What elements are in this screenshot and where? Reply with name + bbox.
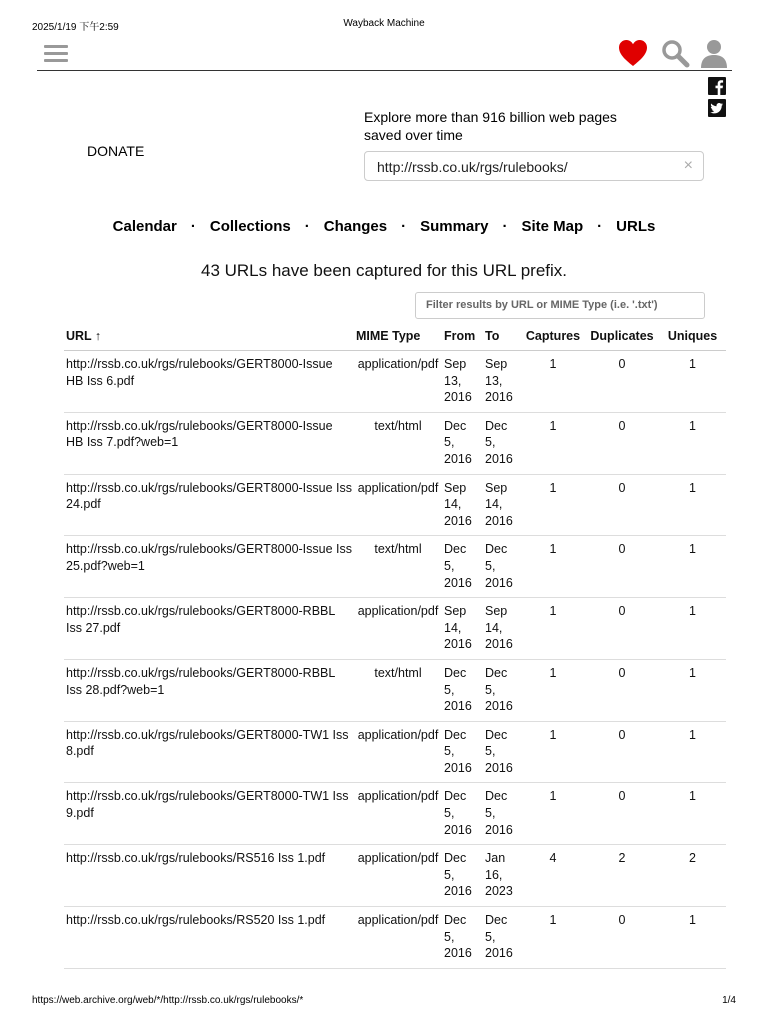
date-part: 2016 xyxy=(444,451,472,466)
cell-from-date xyxy=(442,721,483,783)
filter-placeholder: Filter results by URL or MIME Type (i.e. '.txt') xyxy=(426,299,658,311)
col-header-from[interactable]: From xyxy=(442,322,483,351)
table-row xyxy=(64,659,726,721)
date-part: 2016 xyxy=(485,699,513,714)
cell-uniques: 1 xyxy=(659,659,726,721)
cell-url xyxy=(64,721,354,783)
view-tabs xyxy=(0,218,768,235)
top-nav-bar xyxy=(37,36,732,71)
cell-uniques: 1 xyxy=(659,721,726,783)
date-part: 5, xyxy=(485,435,496,450)
cell-mime-type: application/pdf xyxy=(354,783,442,845)
print-datetime: 2025/1/19 下午2:59 xyxy=(32,22,119,33)
table-row xyxy=(64,598,726,660)
cell-from-date xyxy=(442,598,483,660)
cell-uniques: 1 xyxy=(659,907,726,969)
cell-url xyxy=(64,351,354,413)
cell-captures: 1 xyxy=(521,907,585,969)
cell-url xyxy=(64,536,354,598)
cell-to-date xyxy=(483,845,521,907)
date-part: Dec xyxy=(485,542,508,557)
tab-collections[interactable]: Collections xyxy=(209,218,291,235)
cell-url xyxy=(64,783,354,845)
cell-to-date xyxy=(483,474,521,536)
filter-input[interactable] xyxy=(415,292,705,319)
date-part: 2016 xyxy=(444,822,472,837)
table-row xyxy=(64,907,726,969)
user-icon[interactable] xyxy=(698,38,730,68)
date-part: 2016 xyxy=(444,390,472,405)
table-row xyxy=(64,412,726,474)
tab-site-map[interactable]: Site Map xyxy=(521,218,584,235)
date-part: 5, xyxy=(444,867,455,882)
cell-mime-type: application/pdf xyxy=(354,907,442,969)
print-title: Wayback Machine xyxy=(343,18,425,29)
cell-duplicates: 0 xyxy=(585,721,659,783)
cell-captures: 1 xyxy=(521,536,585,598)
date-part: 5, xyxy=(444,682,455,697)
url-results-table xyxy=(64,322,726,969)
date-part: 2016 xyxy=(485,637,513,652)
nav-separator: · xyxy=(401,218,407,235)
print-url: https://web.archive.org/web/*/http://rssb.co.uk/rgs/rulebooks/* xyxy=(32,995,304,1006)
captured-count-text: 43 URLs have been captured for this URL prefix. xyxy=(200,261,567,280)
cell-mime-type: application/pdf xyxy=(354,598,442,660)
date-part: 16, xyxy=(485,867,503,882)
date-part: Dec xyxy=(444,913,467,928)
cell-uniques: 1 xyxy=(659,412,726,474)
date-part: 2016 xyxy=(485,946,513,961)
cell-url xyxy=(64,907,354,969)
date-part: Sep xyxy=(444,480,467,495)
table-row xyxy=(64,351,726,413)
date-part: Sep xyxy=(444,357,467,371)
twitter-icon[interactable] xyxy=(708,99,726,117)
tab-summary[interactable]: Summary xyxy=(420,218,489,235)
col-header-uniques[interactable]: Uniques xyxy=(659,322,726,351)
table-row xyxy=(64,721,726,783)
heart-icon[interactable] xyxy=(617,38,649,68)
url-link[interactable]: http://rssb.co.uk/rgs/rulebooks/GERT8000-RBBL Iss 28.pdf?web=1 xyxy=(66,665,335,697)
facebook-icon[interactable] xyxy=(708,77,726,95)
cell-mime-type: text/html xyxy=(354,536,442,598)
cell-mime-type: application/pdf xyxy=(354,474,442,536)
table-row xyxy=(64,845,726,907)
date-part: 5, xyxy=(485,744,496,759)
date-part: Dec xyxy=(444,665,467,680)
date-part: Dec xyxy=(444,418,467,433)
date-part: 2016 xyxy=(444,637,472,652)
cell-captures: 1 xyxy=(521,598,585,660)
tab-calendar[interactable]: Calendar xyxy=(112,218,177,235)
cell-to-date xyxy=(483,412,521,474)
date-part: 2016 xyxy=(485,513,513,528)
nav-separator: · xyxy=(597,218,603,235)
cell-uniques: 1 xyxy=(659,783,726,845)
date-part: 2016 xyxy=(485,390,513,405)
cell-duplicates: 2 xyxy=(585,845,659,907)
date-part: 5, xyxy=(444,744,455,759)
cell-url xyxy=(64,845,354,907)
date-part: 14, xyxy=(444,620,462,635)
cell-from-date xyxy=(442,845,483,907)
date-part: 5, xyxy=(444,806,455,821)
date-part: Dec xyxy=(444,727,467,742)
cell-url xyxy=(64,474,354,536)
cell-uniques: 1 xyxy=(659,598,726,660)
cell-duplicates: 0 xyxy=(585,659,659,721)
nav-separator: · xyxy=(304,218,310,235)
cell-captures: 1 xyxy=(521,783,585,845)
cell-captures: 1 xyxy=(521,659,585,721)
col-header-captures[interactable]: Captures xyxy=(521,322,585,351)
cell-from-date xyxy=(442,783,483,845)
donate-link[interactable]: DONATE xyxy=(87,143,145,159)
date-part: 14, xyxy=(485,497,503,512)
date-part: 2016 xyxy=(485,451,513,466)
date-part: 2016 xyxy=(444,884,472,899)
date-part: Jan xyxy=(485,851,506,866)
cell-uniques: 1 xyxy=(659,536,726,598)
tab-urls[interactable]: URLs xyxy=(616,218,656,235)
date-part: 2016 xyxy=(444,513,472,528)
cell-captures: 1 xyxy=(521,721,585,783)
date-part: 5, xyxy=(444,435,455,450)
url-link[interactable]: http://rssb.co.uk/rgs/rulebooks/RS516 Iss 1.pdf xyxy=(66,851,326,866)
table-header-row xyxy=(64,322,726,351)
date-part: Sep xyxy=(444,604,467,619)
url-link[interactable]: http://rssb.co.uk/rgs/rulebooks/RS520 Iss 1.pdf xyxy=(66,913,326,928)
cell-from-date xyxy=(442,907,483,969)
date-part: 13, xyxy=(485,373,503,388)
cell-duplicates: 0 xyxy=(585,412,659,474)
date-part: Sep xyxy=(485,357,508,371)
date-part: 14, xyxy=(485,620,503,635)
date-part: 5, xyxy=(485,806,496,821)
search-icon[interactable] xyxy=(660,38,692,68)
date-part: Dec xyxy=(485,727,508,742)
table-row xyxy=(64,536,726,598)
date-part: Sep xyxy=(485,604,508,619)
date-part: 5, xyxy=(444,558,455,573)
table-row xyxy=(64,474,726,536)
cell-from-date xyxy=(442,351,483,413)
hamburger-icon[interactable] xyxy=(44,43,68,63)
date-part: 2016 xyxy=(444,946,472,961)
url-link[interactable]: http://rssb.co.uk/rgs/rulebooks/GERT8000-TW1 Iss 8.pdf xyxy=(66,727,349,759)
explore-tagline: Explore more than 916 billion web pages saved over time xyxy=(364,109,617,143)
url-search-value: http://rssb.co.uk/rgs/rulebooks/ xyxy=(377,159,568,175)
date-part: Dec xyxy=(485,913,508,928)
cell-mime-type: application/pdf xyxy=(354,721,442,783)
cell-duplicates: 0 xyxy=(585,351,659,413)
cell-duplicates: 0 xyxy=(585,783,659,845)
cell-to-date xyxy=(483,659,521,721)
cell-from-date xyxy=(442,659,483,721)
url-link[interactable]: http://rssb.co.uk/rgs/rulebooks/GERT8000-TW1 Iss 9.pdf xyxy=(66,789,349,821)
date-part: 2023 xyxy=(485,884,513,899)
date-part: 5, xyxy=(485,929,496,944)
col-header-url[interactable]: URL ↑ xyxy=(64,322,354,351)
date-part: 2016 xyxy=(485,822,513,837)
date-part: Dec xyxy=(485,789,508,804)
date-part: 2016 xyxy=(444,699,472,714)
cell-to-date xyxy=(483,536,521,598)
date-part: Dec xyxy=(444,542,467,557)
clear-icon[interactable]: × xyxy=(683,157,693,174)
date-part: Dec xyxy=(444,851,467,866)
url-link[interactable]: http://rssb.co.uk/rgs/rulebooks/GERT8000-Issue HB Iss 6.pdf xyxy=(66,357,333,388)
cell-captures: 1 xyxy=(521,351,585,413)
cell-duplicates: 0 xyxy=(585,907,659,969)
date-part: 13, xyxy=(444,373,462,388)
nav-separator: · xyxy=(502,218,508,235)
date-part: 2016 xyxy=(444,575,472,590)
date-part: Dec xyxy=(444,789,467,804)
cell-duplicates: 0 xyxy=(585,474,659,536)
date-part: Dec xyxy=(485,665,508,680)
cell-uniques: 1 xyxy=(659,351,726,413)
date-part: 2016 xyxy=(485,575,513,590)
date-part: 14, xyxy=(444,497,462,512)
url-link[interactable]: http://rssb.co.uk/rgs/rulebooks/GERT8000-Issue HB Iss 7.pdf?web=1 xyxy=(66,418,333,450)
cell-duplicates: 0 xyxy=(585,536,659,598)
cell-url xyxy=(64,659,354,721)
cell-from-date xyxy=(442,536,483,598)
cell-duplicates: 0 xyxy=(585,598,659,660)
cell-url xyxy=(64,412,354,474)
date-part: 2016 xyxy=(485,760,513,775)
date-part: Sep xyxy=(485,480,508,495)
url-link[interactable]: http://rssb.co.uk/rgs/rulebooks/GERT8000-Issue Iss 25.pdf?web=1 xyxy=(66,542,353,573)
date-part: Dec xyxy=(485,418,508,433)
date-part: 5, xyxy=(485,682,496,697)
url-link[interactable]: http://rssb.co.uk/rgs/rulebooks/GERT8000-Issue Iss 24.pdf xyxy=(66,480,353,512)
cell-captures: 1 xyxy=(521,474,585,536)
cell-from-date xyxy=(442,412,483,474)
col-header-to[interactable]: To xyxy=(483,322,521,351)
cell-mime-type: application/pdf xyxy=(354,351,442,413)
cell-captures: 4 xyxy=(521,845,585,907)
cell-mime-type: application/pdf xyxy=(354,845,442,907)
cell-mime-type: text/html xyxy=(354,659,442,721)
cell-captures: 1 xyxy=(521,412,585,474)
cell-to-date xyxy=(483,351,521,413)
col-header-duplicates[interactable]: Duplicates xyxy=(585,322,659,351)
cell-mime-type: text/html xyxy=(354,412,442,474)
nav-separator: · xyxy=(190,218,196,235)
col-header-mime[interactable]: MIME Type xyxy=(354,322,442,351)
table-row xyxy=(64,783,726,845)
date-part: 5, xyxy=(444,929,455,944)
url-search-input[interactable] xyxy=(364,151,704,181)
cell-uniques: 2 xyxy=(659,845,726,907)
cell-to-date xyxy=(483,907,521,969)
cell-url xyxy=(64,598,354,660)
cell-to-date xyxy=(483,721,521,783)
date-part: 2016 xyxy=(444,760,472,775)
url-link[interactable]: http://rssb.co.uk/rgs/rulebooks/GERT8000-RBBL Iss 27.pdf xyxy=(66,604,335,635)
cell-to-date xyxy=(483,783,521,845)
date-part: 5, xyxy=(485,558,496,573)
print-page-number: 1/4 xyxy=(722,995,736,1006)
cell-from-date xyxy=(442,474,483,536)
cell-to-date xyxy=(483,598,521,660)
tab-changes[interactable]: Changes xyxy=(323,218,388,235)
cell-uniques: 1 xyxy=(659,474,726,536)
